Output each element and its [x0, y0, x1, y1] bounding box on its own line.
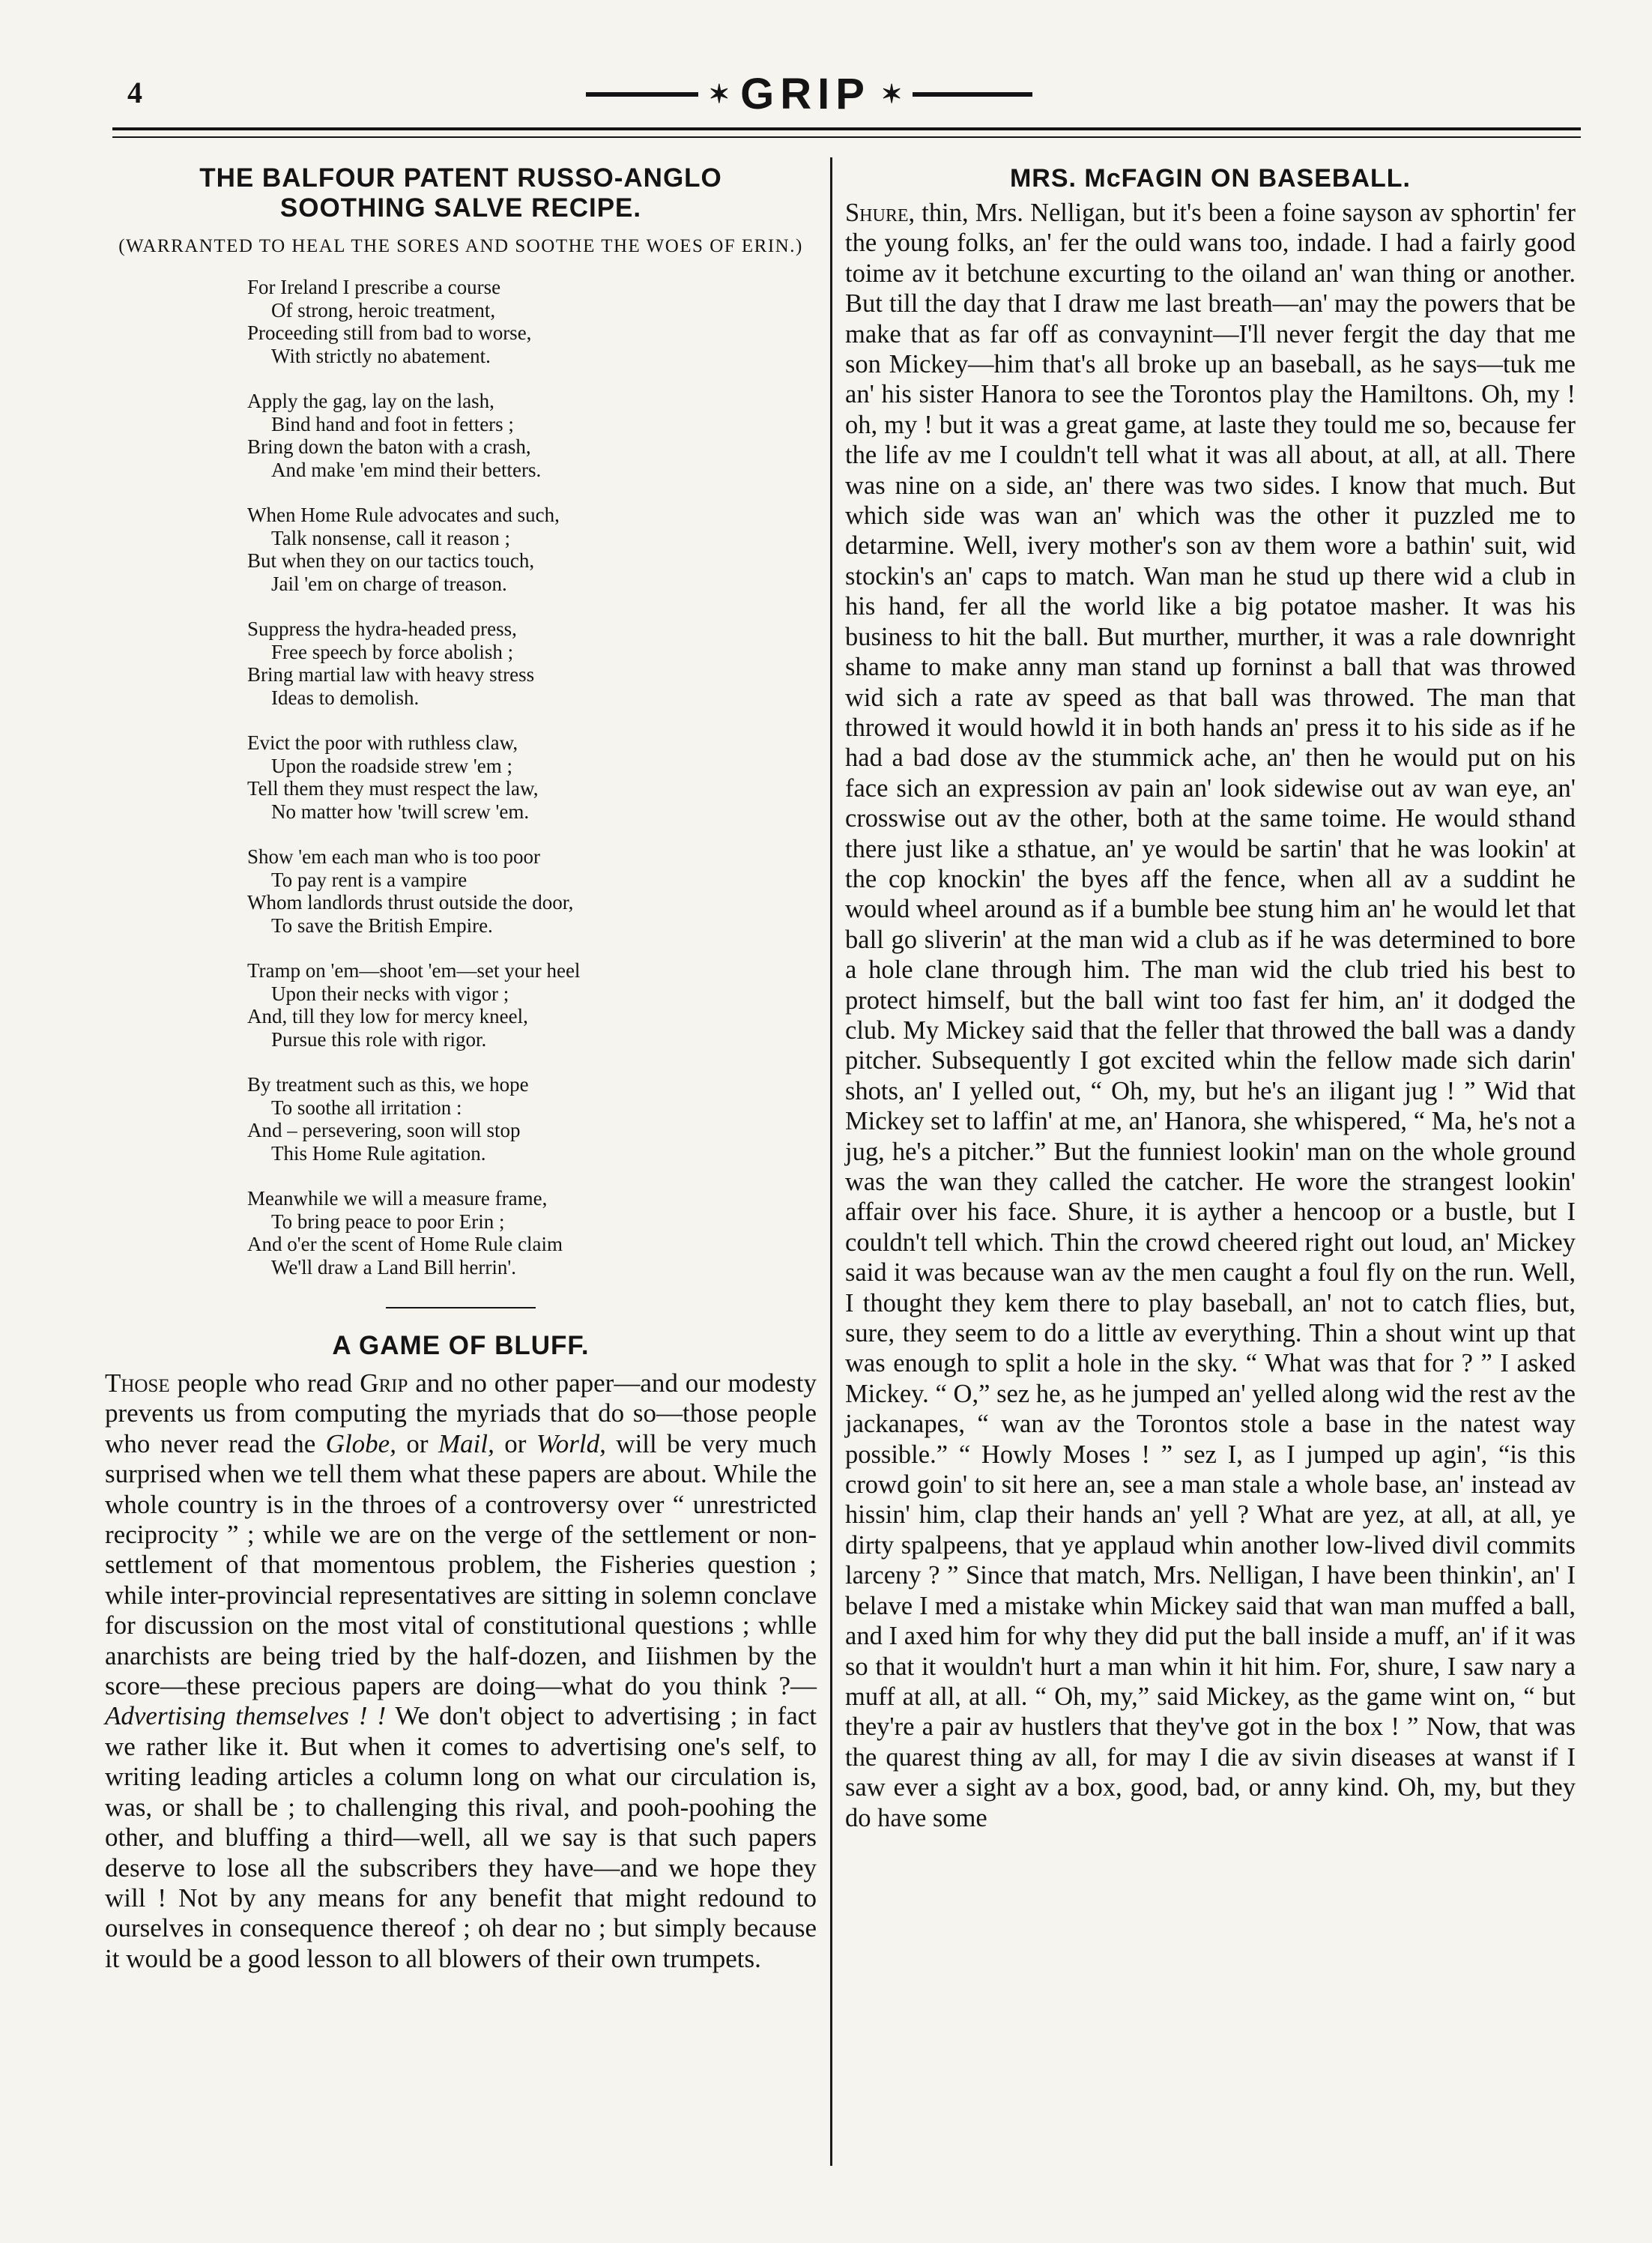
- header-rule: [112, 127, 1581, 138]
- poem-title-line: SOOTHING SALVE RECIPE.: [279, 193, 642, 223]
- right-column: [845, 163, 1576, 1833]
- stanza: [247, 731, 817, 823]
- stanza: [247, 959, 817, 1051]
- verse: With strictly no abatement.: [271, 344, 491, 367]
- stanza: [247, 390, 817, 481]
- verse: And o'er the scent of Home Rule claim: [247, 1233, 563, 1255]
- verse: To save the British Empire.: [271, 914, 493, 937]
- text-run: thin, Mrs. Nelligan, but it's been a foine sayson av sphortin' fer the young folks, an' fer the ould wans too, indade. I had a fairly good toime av it betchune excurting to the oiland an' wan thing or another. But till the day that I draw me last breath—an' may the powers that be make that as far off as convaynint—I'll never fergit the day that me son Mickey—him that's all broke up an baseball, as he says—tuk me an' his sister Hanora to see the Torontos play the Hamiltons. Oh, my ! oh, my ! but it was a great game, at laste they tould me so, because fer the life av me I couldn't tell what it was all about, at all, at all. There was nine on a side, an' there was two sides. I know that much. But which side was wan an' which was the other it puzzled me to detarmine. Well, ivery mother's son av them wore a bathin' suit, wid stockin's an' caps to match. Wan man he stud up there wid a club in his hand, fer all the world like a big potatoe masher. It was his business to hit the ball. But murther, murther, it was a rale downright shame to make anny man stand up forninst a ball that was throwed wid sich a rate av speed as that ball was throwed. The man that throwed it would howld it in both hands an' press it to his side as if he had a bad dose av the stummick ache, an' then he would put on his face sich an expression av pain an' look sidewise out av wan eye, an' crosswise out av the other, both at the same toime. He would sthand there just like a sthatue, an' ye would be sartin' that he was lookin' at the cop knockin' the byes aff the fence, when all av a suddint he would wheel around as if a bumble bee stung him an' he would let that ball go sliverin' at the man wid a club as if he was determined to bore a hole clane through him. The man wid the club tried his best to protect himself, but the ball wint too fast fer him, an' it dodged the club. My Mickey said that the feller that throwed the ball was a dandy pitcher. Subsequently I got excited whin the fellow made sich darin' shots, an' I yelled out, “ Oh, my, but he's an iligant jug ! ” Wid that Mickey set to laffin' at me, an' Hanora, she whispered, “ Ma, he's not a jug, he's a pitcher.” But the funniest lookin' man on the whole ground was the wan they called the catcher. He wore the strangest lookin' affair over his face. Shure, it is ayther a hencoop or a bustle, but I couldn't tell which. Thin the crowd cheered right out loud, an' Mickey said it was because wan av the men caught a foul fly on the run. Well, I thought they kem there to play baseball, an' not to catch flies, but, sure, they seem to do a little av everything. Thin a shout wint up that was enough to split a hole in the sky. “ What was that for ? ” I asked Mickey. “ O,” sez he, as he jumped an' yelled along wid the rest av the jackanapes, “ wan av the Torontos stole a base in the natest way possible.” “ Howly Moses ! ” sez I, as I jumped up agin', “is this crowd goin' to sit here an, see a man stale a whole base, an' instead av hissin' him, clap their hands an' yell ? What are yez, at all, at all, ye dirty spalpeens, that ye applaud whin another low-lived divil commits larceny ? ” Since that match, Mrs. Nelligan, I have been thinkin', an' I belave I med a mistake whin Mickey said that wan man muffed a ball, and I axed him for why they did put the ball inside a muff, an' if it was so that it wouldn't hurt a man whin it hit him. For, shure, I saw nary a muff at all, at all. “ Oh, my,” said Mickey, as the game wint on, “ but they're a pair av hustlers that they've got in the box ! ” Now, that was the quarest thing av all, for may I die av sivin diseases at wanst if I saw ever a sight av a box, good, bad, or anny kind. Oh, my, but they do have some: [845, 199, 1576, 1832]
- column-divider: [830, 157, 832, 2166]
- page-number: 4: [127, 76, 142, 109]
- stanza: [247, 845, 817, 937]
- verse: Free speech by force abolish ;: [271, 640, 514, 663]
- verse: Bring down the baton with a crash,: [247, 435, 531, 458]
- verse: Meanwhile we will a measure frame,: [247, 1187, 548, 1210]
- verse: For Ireland I prescribe a course: [247, 276, 501, 298]
- verse: To pay rent is a vampire: [271, 868, 468, 891]
- text-run: and no other paper—and our modesty prevents us from computing the myriads that do so—those people who never read the: [105, 1368, 817, 1458]
- masthead-rule-right: [913, 92, 1032, 97]
- section-divider: [386, 1307, 536, 1308]
- masthead-title: GRIP: [740, 70, 871, 118]
- paper-name: Mail,: [438, 1428, 494, 1458]
- verse: Suppress the hydra-headed press,: [247, 618, 517, 640]
- verse: Pursue this role with rigor.: [271, 1027, 487, 1051]
- baseball-body: [845, 198, 1576, 1833]
- lead-word: Shure,: [845, 199, 916, 227]
- paper-name: Globe,: [325, 1428, 396, 1458]
- verse: Jail 'em on charge of treason.: [271, 572, 507, 595]
- verse: Apply the gag, lay on the lash,: [247, 390, 494, 412]
- verse: And, till they low for mercy kneel,: [247, 1005, 528, 1027]
- bluff-title: A GAME OF BLUFF.: [332, 1331, 590, 1360]
- left-column: [105, 163, 817, 1974]
- verse: Tell them they must respect the law,: [247, 777, 539, 800]
- emphasis: Advertising themselves ! !: [105, 1701, 387, 1731]
- poem-title: [105, 163, 817, 223]
- verse: Talk nonsense, call it reason ;: [271, 526, 511, 549]
- masthead: [524, 69, 1094, 119]
- verse: And make 'em mind their betters.: [271, 458, 542, 481]
- lead-word: Those: [105, 1368, 170, 1398]
- poem-title-line: THE BALFOUR PATENT RUSSO-ANGLO: [199, 163, 722, 193]
- verse: Show 'em each man who is too poor: [247, 845, 541, 868]
- verse: Of strong, heroic treatment,: [271, 298, 496, 321]
- verse: But when they on our tactics touch,: [247, 549, 535, 572]
- stanza: [247, 504, 817, 595]
- paper-name: World,: [536, 1428, 606, 1458]
- verse: We'll draw a Land Bill herrin'.: [271, 1255, 516, 1279]
- text-run: We don't object to advertising ; in fact we rather like it. But when it comes to advertising one's self, to writing leading articles a column long on what our circulation is, was, or shall be ; to challenging this rival, and pooh-poohing the other, and bluffing a third—well, all we say is that such papers deserve to lose all the subscribers they have—and we hope they will ! Not by any means for any benefit that might redound to ourselves in consequence thereof ; oh dear no ; but simply because it would be a good lesson to all blowers of their own trumpets.: [105, 1701, 817, 1973]
- text-run: people who read: [169, 1368, 360, 1398]
- verse: To soothe all irritation :: [271, 1096, 462, 1119]
- verse: To bring peace to poor Erin ;: [271, 1210, 505, 1233]
- verse: Whom landlords thrust outside the door,: [247, 891, 574, 914]
- baseball-title: MRS. McFAGIN ON BASEBALL.: [1009, 164, 1412, 193]
- verse: No matter how 'twill screw 'em.: [271, 800, 530, 823]
- masthead-star-icon: ✶: [708, 80, 730, 109]
- stanza: [247, 618, 817, 709]
- verse: Evict the poor with ruthless claw,: [247, 731, 518, 754]
- verse: When Home Rule advocates and such,: [247, 504, 560, 526]
- verse: Ideas to demolish.: [271, 686, 420, 709]
- verse: Tramp on 'em—shoot 'em—set your heel: [247, 959, 581, 982]
- verse: This Home Rule agitation.: [271, 1141, 486, 1165]
- text-run: will be very much surprised when we tell them what these papers are about. While the whole country is in the throes of a controversy over “ unrestricted reciprocity ” ; while we are on the verge of the settlement or non-settlement of that momentous problem, the Fisheries question ; while inter-provincial representatives are sitting in solemn conclave for discussion on the most vital of constitutional questions ; whlle anarchists are being tried by the half-dozen, and Iiishmen by the score—these precious papers are doing—what do you think ?—: [105, 1428, 817, 1701]
- stanza: [247, 1073, 817, 1165]
- verse: Bind hand and foot in fetters ;: [271, 412, 514, 435]
- verse: Proceeding still from bad to worse,: [247, 321, 532, 344]
- verse: And – persevering, soon will stop: [247, 1119, 521, 1141]
- text-run: or: [396, 1428, 438, 1458]
- masthead-rule-left: [586, 92, 698, 97]
- masthead-star-icon: ✶: [880, 80, 903, 109]
- verse: By treatment such as this, we hope: [247, 1073, 529, 1096]
- stanza: [247, 1187, 817, 1279]
- text-run: or: [494, 1428, 536, 1458]
- stanza: [247, 276, 817, 367]
- verse: Bring martial law with heavy stress: [247, 663, 535, 686]
- grip-name: Grip: [360, 1368, 408, 1398]
- poem: [247, 276, 817, 1279]
- bluff-body: [105, 1368, 817, 1974]
- verse: Upon their necks with vigor ;: [271, 982, 509, 1005]
- poem-subtitle: (WARRANTED TO HEAL THE SORES AND SOOTHE THE WOES OF ERIN.): [118, 236, 803, 256]
- verse: Upon the roadside strew 'em ;: [271, 754, 513, 777]
